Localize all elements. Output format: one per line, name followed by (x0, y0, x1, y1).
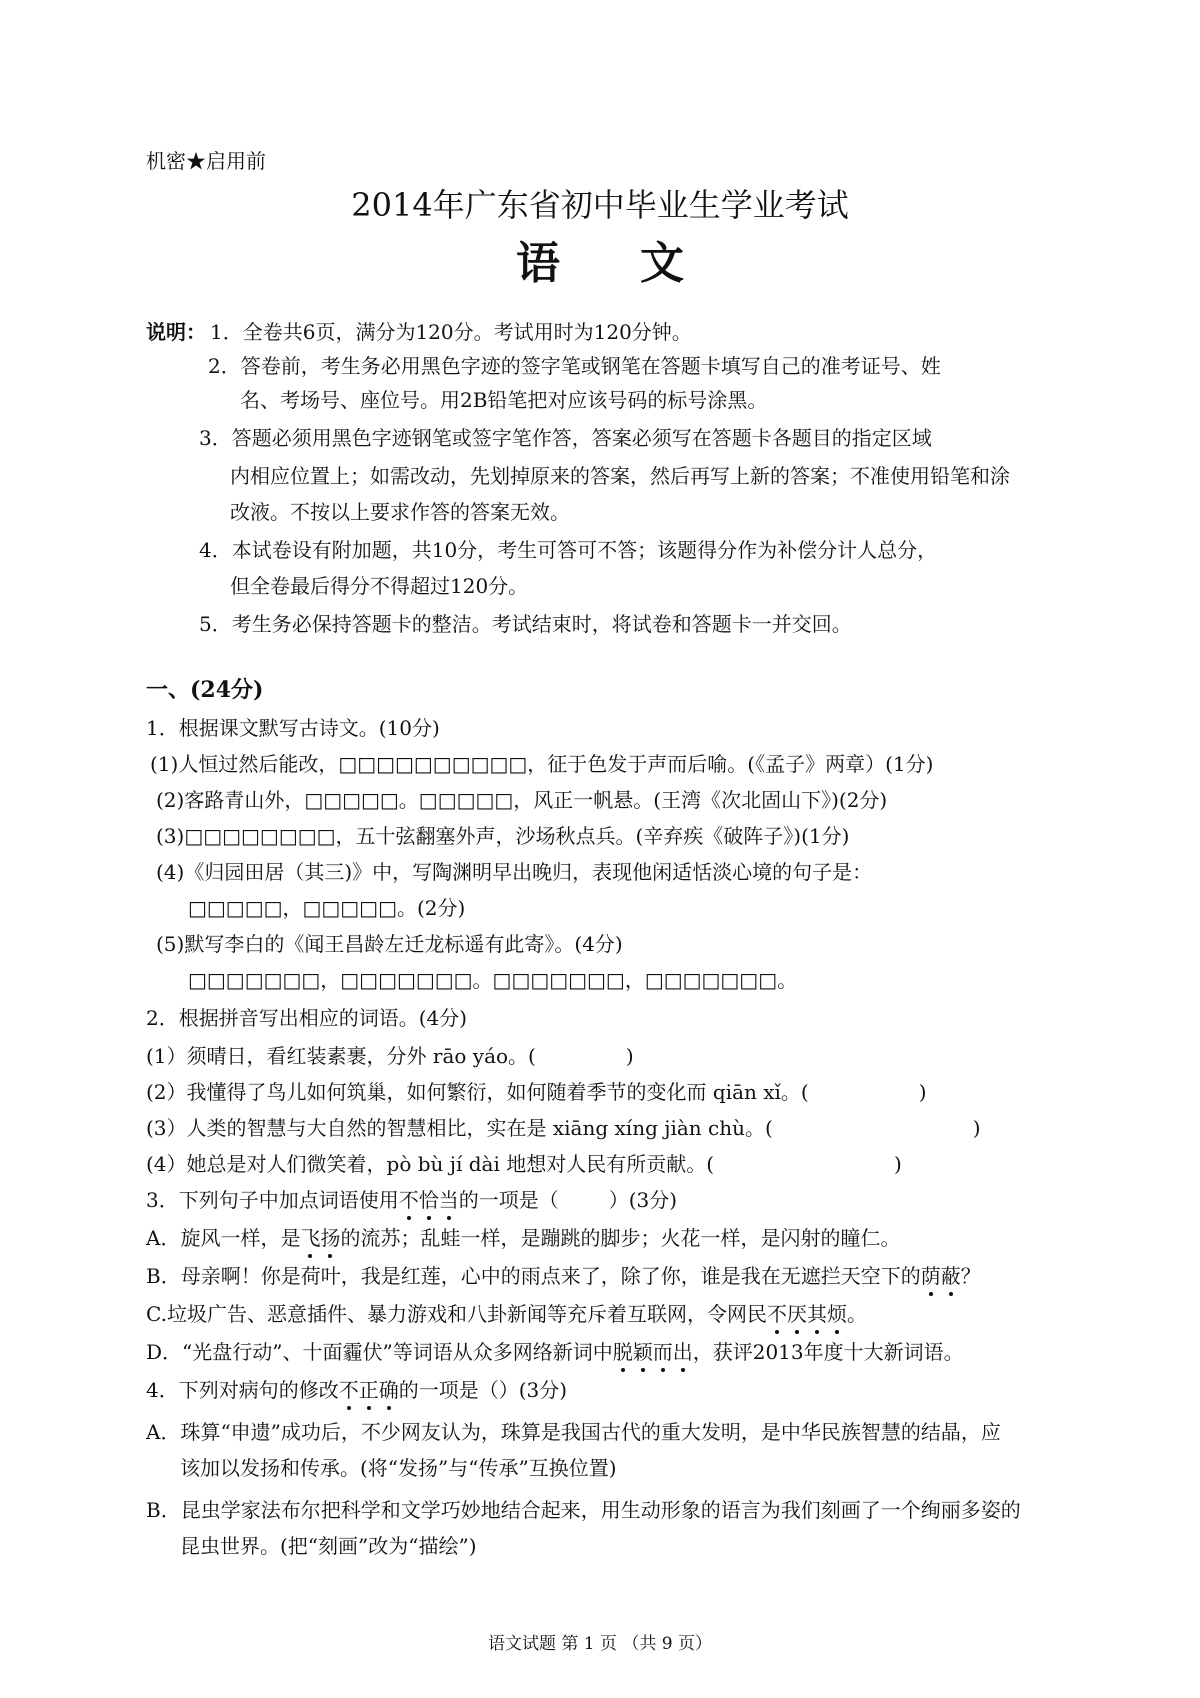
emphasis-char: 烦 (826, 1302, 847, 1326)
question-2-item: (3）人类的智慧与大自然的智慧相比，实在是 xiāng xíng jiàn chù。( ) (146, 1116, 981, 1140)
question-4-option: A．珠算“申遗”成功后，不少网友认为，珠算是我国古代的重大发明，是中华民族智慧的结晶，应 (146, 1420, 1001, 1444)
question-3-option: B．母亲啊！你是荷叶，我是红莲，心中的雨点来了，除了你，谁是我在无遮拦天空下的荫蔽？ (146, 1264, 981, 1288)
instruction-item: 4．本试卷设有附加题，共10分，考生可答可不答；该题得分作为补偿分计人总分， (199, 538, 938, 562)
question-1-line: □□□□□，□□□□□。(2分) (188, 896, 466, 920)
question-2-item-text: (1）须晴日，看红装素裹，分外 rāo yáo。( (146, 1044, 536, 1068)
subject-title: 语文 (516, 238, 764, 289)
emphasis-dotted (339, 1378, 399, 1402)
emphasis-char: 颖 (632, 1340, 653, 1364)
question-1-line: □□□□□□□，□□□□□□□。□□□□□□□，□□□□□□□。 (188, 968, 798, 992)
question-1-line: (2)客路青山外，□□□□□。□□□□□，风正一帆悬。(王湾《次北固山下》)(2分) (156, 788, 888, 812)
exam-title: 2014年广东省初中毕业生学业考试 (351, 186, 849, 224)
emphasis-char: 不 (398, 1188, 419, 1212)
question-4-option: 该加以发扬和传承。(将“发扬”与“传承”互换位置) (180, 1456, 617, 1480)
emphasis-char: 而 (652, 1340, 673, 1364)
emphasis-dotted (300, 1226, 340, 1250)
question-3-option: C.垃圾广告、恶意插件、暴力游戏和八卦新闻等充斥着互联网，令网民不厌其烦。 (146, 1302, 867, 1326)
emphasis-char: 正 (358, 1378, 379, 1402)
emphasis-char: 恰 (418, 1188, 439, 1212)
emphasis-char: 厌 (786, 1302, 807, 1326)
emphasis-char: 脱 (612, 1340, 633, 1364)
question-2-item-text: (4）她总是对人们微笑着，pò bù jí dài 地想对人民有所贡献。( (146, 1152, 715, 1176)
question-2-item: (1）须晴日，看红装素裹，分外 rāo yáo。( ) (146, 1044, 634, 1068)
emphasis-char: 蔽 (940, 1264, 961, 1288)
question-2-stem: 2．根据拼音写出相应的词语。(4分) (146, 1006, 468, 1030)
question-1-line: (4)《归园田居（其三)》中，写陶渊明早出晚归，表现他闲适恬淡心境的句子是： (156, 860, 873, 884)
emphasis-char: 荫 (920, 1264, 941, 1288)
instruction-item: 5．考生务必保持答题卡的整洁。考试结束时，将试卷和答题卡一并交回。 (199, 612, 852, 636)
question-3-option: A．旋风一样，是飞扬的流苏；乱蛙一样，是蹦跳的脚步；火花一样，是闪射的瞳仁。 (146, 1226, 901, 1250)
emphasis-char: 不 (766, 1302, 787, 1326)
question-2-item: (4）她总是对人们微笑着，pò bù jí dài 地想对人民有所贡献。( ) (146, 1152, 902, 1176)
instructions-label: 说明： (146, 320, 206, 344)
emphasis-dotted (399, 1188, 459, 1212)
emphasis-char: 确 (378, 1378, 399, 1402)
question-1-line: (3)□□□□□□□□，五十弦翻塞外声，沙场秋点兵。(辛弃疾《破阵子》)(1分) (156, 824, 850, 848)
question-1-stem: 1．根据课文默写古诗文。(10分) (146, 716, 440, 740)
instruction-item: 名、考场号、座位号。用2B铅笔把对应该号码的标号涂黑。 (240, 388, 768, 412)
emphasis-char: 飞 (300, 1226, 321, 1250)
instruction-item: 内相应位置上；如需改动，先划掉原来的答案，然后再写上新的答案；不准使用铅笔和涂 (230, 464, 1010, 488)
page-footer: 语文试题 第 1 页 （共 9 页） (487, 1634, 713, 1654)
question-2-item-text: (2）我懂得了鸟儿如何筑巢，如何繁衍，如何随着季节的变化而 qiān xǐ。( (146, 1080, 809, 1104)
emphasis-dotted (613, 1340, 693, 1364)
question-1-line: (5)默写李白的《闻王昌龄左迁龙标遥有此寄》。(4分) (156, 932, 623, 956)
emphasis-char: 其 (806, 1302, 827, 1326)
emphasis-char: 扬 (320, 1226, 341, 1250)
question-4-stem: 4．下列对病句的修改不正确的一项是（）(3分) (146, 1378, 568, 1402)
instruction-item: 2．答卷前，考生务必用黑色字迹的签字笔或钢笔在答题卡填写自己的准考证号、姓 (208, 354, 941, 378)
section-heading: 一、(24分) (146, 677, 264, 703)
emphasis-dotted (767, 1302, 847, 1326)
question-1-line: (1)人恒过然后能改，□□□□□□□□□□，征于色发于声而后喻。(《孟子》两章）(1分) (150, 752, 934, 776)
question-4-option: 昆虫世界。(把“刻画”改为“描绘”) (180, 1534, 477, 1558)
instruction-item: 3．答题必须用黑色字迹钢笔或签字笔作答，答案必须写在答题卡各题目的指定区域 (199, 426, 932, 450)
instruction-item: 1．全卷共6页，满分为120分。考试用时为120分钟。 (210, 320, 692, 344)
emphasis-char: 出 (672, 1340, 693, 1364)
question-2-item: (2）我懂得了鸟儿如何筑巢，如何繁衍，如何随着季节的变化而 qiān xǐ。( ) (146, 1080, 927, 1104)
question-3-option: D．“光盘行动”、十面霾伏”等词语从众多网络新词中脱颖而出，获评2013年度十大新词语。 (146, 1340, 964, 1364)
emphasis-char: 当 (438, 1188, 459, 1212)
emphasis-dotted (921, 1264, 961, 1288)
confidential-mark: 机密★启用前 (146, 149, 266, 173)
instruction-item: 但全卷最后得分不得超过120分。 (230, 574, 529, 598)
emphasis-char: 不 (338, 1378, 359, 1402)
instruction-item: 改液。不按以上要求作答的答案无效。 (230, 500, 570, 524)
question-4-option: B．昆虫学家法布尔把科学和文学巧妙地结合起来，用生动形象的语言为我们刻画了一个绚丽多姿的 (146, 1498, 1021, 1522)
question-3-stem: 3．下列句子中加点词语使用不恰当的一项是（ ）(3分) (146, 1188, 678, 1212)
question-2-item-text: (3）人类的智慧与大自然的智慧相比，实在是 xiāng xíng jiàn chù。( (146, 1116, 773, 1140)
